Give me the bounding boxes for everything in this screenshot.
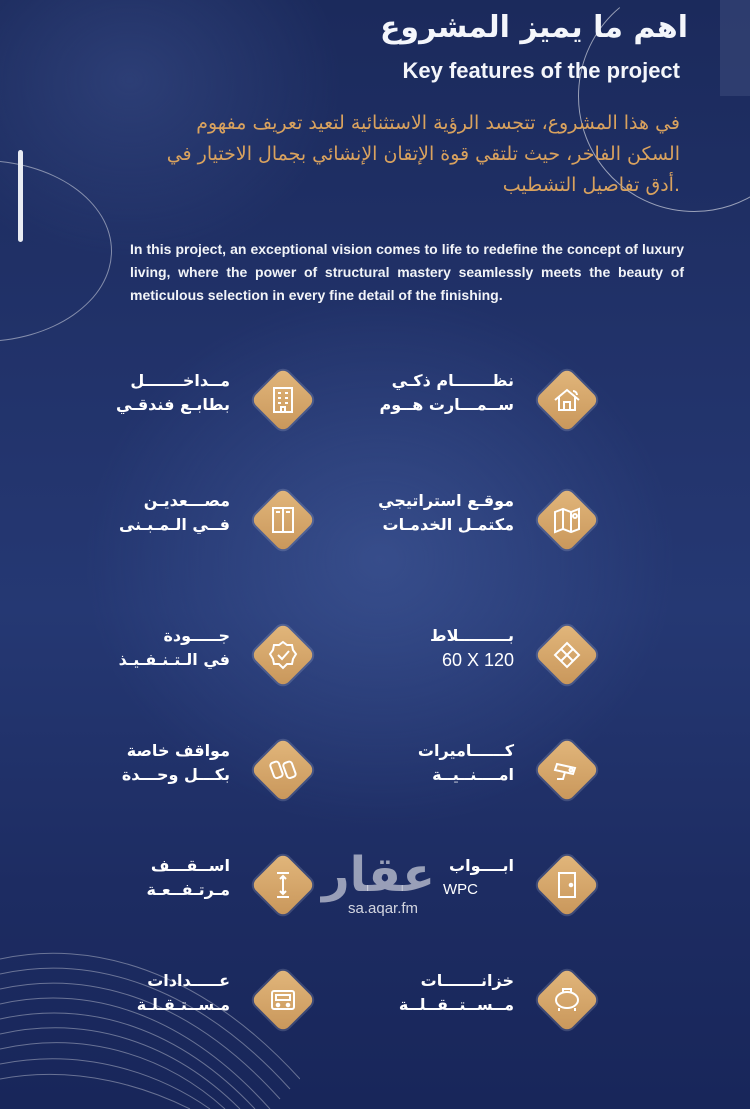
- feature-title: نظـــــــام ذكـي: [391, 371, 514, 390]
- quality-badge-icon: [265, 637, 301, 673]
- water-tank-icon: [549, 982, 585, 1018]
- feature-hotel-entrances: [28, 365, 318, 435]
- feature-smart-home: [312, 365, 602, 435]
- intro-arabic-line: في هذا المشروع، تتجسد الرؤية الاستثنائية لتعيد تعريف مفهوم: [196, 112, 680, 134]
- feature-cameras: [312, 735, 602, 805]
- page-title-arabic: اهم ما يميز المشروع: [379, 10, 688, 45]
- watermark-url: sa.aqar.fm: [348, 900, 419, 917]
- feature-subtitle: بكـــل وحـــدة: [121, 765, 230, 784]
- feature-title: جـــــودة: [163, 626, 230, 645]
- intro-arabic-line: .أدق تفاصيل التشطيب: [502, 174, 680, 196]
- feature-subtitle: ســمـــارت هــوم: [379, 395, 514, 414]
- elevator-icon: [265, 502, 301, 538]
- feature-subtitle: 60 X 120: [441, 650, 514, 670]
- feature-high-ceilings: [28, 850, 318, 920]
- feature-subtitle: فــي الـمـبـنى: [118, 515, 230, 534]
- smart-home-icon: [549, 382, 585, 418]
- feature-subtitle: مـســتـقـلـة: [136, 995, 230, 1014]
- page-title-english: Key features of the project: [402, 58, 680, 83]
- feature-subtitle: WPC: [443, 881, 478, 898]
- feature-elevators: [28, 485, 318, 555]
- camera-icon: [549, 752, 585, 788]
- map-icon: [549, 502, 585, 538]
- corner-decoration: [720, 0, 750, 96]
- intro-arabic-line: السكن الفاخر، حيث تلتقي قوة الإتقان الإنشائي بجمال الاختيار في: [166, 143, 680, 165]
- intro-arabic: [120, 108, 680, 201]
- meter-icon: [265, 982, 301, 1018]
- feature-subtitle: بطابـع فندقـي: [116, 395, 230, 414]
- ceiling-height-icon: [265, 867, 301, 903]
- feature-title: عـــــدادات: [147, 971, 230, 990]
- feature-title: بـــــــــلاط: [430, 626, 514, 645]
- feature-subtitle: مــســتــقــلــة: [398, 995, 514, 1014]
- watermark: [322, 847, 435, 917]
- feature-meters: [28, 965, 318, 1035]
- feature-title: مواقف خاصة: [126, 741, 230, 760]
- feature-title: اســقـــف: [150, 856, 230, 875]
- feature-title: مــداخـــــــل: [130, 371, 230, 390]
- feature-location: [312, 485, 602, 555]
- vertical-bar-decoration: [18, 150, 23, 242]
- feature-subtitle: امــــنــيــة: [432, 765, 514, 784]
- feature-title: خزانـــــــات: [420, 971, 514, 990]
- feature-title: كــــــاميرات: [417, 741, 514, 760]
- feature-water-tanks: [312, 965, 602, 1035]
- arc-decoration-left: [0, 160, 112, 342]
- door-icon: [549, 867, 585, 903]
- parking-icon: [265, 752, 301, 788]
- feature-parking: [28, 735, 318, 805]
- feature-title: موقـع استراتيجي: [378, 491, 514, 510]
- building-icon: [265, 382, 301, 418]
- tiles-icon: [549, 637, 585, 673]
- feature-tiles: [312, 620, 602, 690]
- feature-subtitle: مكتمـل الخدمـات: [382, 515, 514, 534]
- watermark-brand: عقار: [322, 847, 435, 903]
- feature-title: ابــــواب: [449, 856, 514, 875]
- feature-subtitle: مـرتـفــعـة: [146, 880, 230, 899]
- feature-title: مصـــعديـن: [143, 491, 230, 510]
- feature-subtitle: في الـتـنـفـيـذ: [118, 650, 230, 669]
- intro-english: In this project, an exceptional vision comes to life to redefine the concept of luxury living, where the power of structural mastery seamlessly meets the beauty of meticulous selection in every fine detail of the finishing.: [130, 241, 684, 303]
- feature-quality: [28, 620, 318, 690]
